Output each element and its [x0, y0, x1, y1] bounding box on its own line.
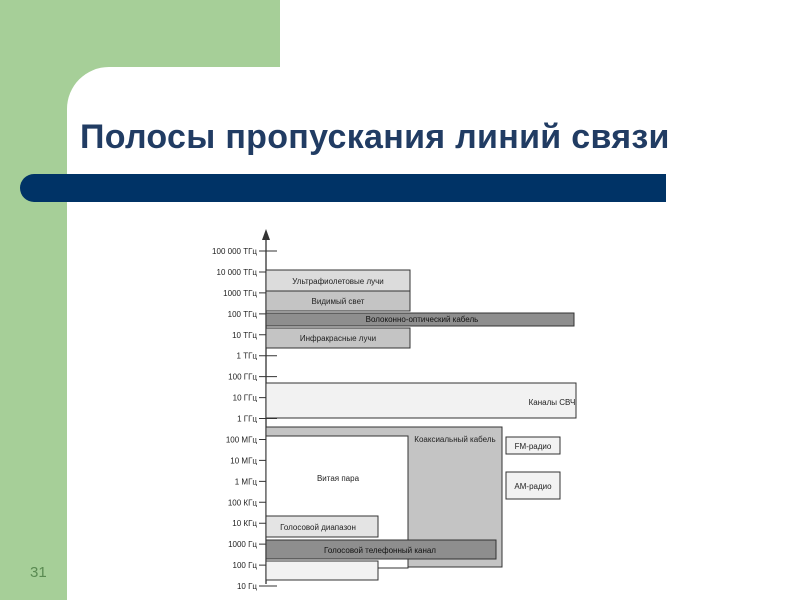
axis-tick-label: 1 ГГц: [237, 414, 257, 424]
axis-tick-label: 100 ТГц: [227, 309, 257, 319]
label-am: АМ-радио: [514, 482, 552, 491]
slide-number: 31: [30, 564, 47, 581]
axis-tick-label: 10 ГГц: [232, 393, 257, 403]
axis-tick-label: 100 Гц: [232, 561, 257, 571]
axis-tick-label: 10 Гц: [236, 582, 257, 591]
axis-tick-label: 100 МГц: [225, 435, 257, 445]
axis-tick-label: 10 МГц: [230, 456, 257, 466]
label-voice-phone: Голосовой телефонный канал: [324, 546, 436, 555]
axis-tick-label: 100 КГц: [227, 498, 257, 508]
label-fm: FM-радио: [514, 442, 552, 451]
axis-tick-label: 1 МГц: [234, 477, 257, 487]
label-microwave: Каналы СВЧ: [528, 398, 576, 407]
label-ir: Инфракрасные лучи: [299, 334, 377, 343]
axis-tick-label: 100 ГГц: [228, 372, 257, 382]
label-uv: Ультрафиолетовые лучи: [292, 277, 384, 286]
label-fiber: Волоконно-оптический кабель: [365, 315, 479, 324]
slide-title: Полосы пропускания линий связи: [80, 118, 670, 156]
axis-tick-label: 10 ТГц: [232, 330, 257, 340]
axis-arrow-icon: [262, 229, 270, 240]
label-voice-range: Голосовой диапазон: [280, 523, 356, 532]
axis-tick-label: 10 000 ТГц: [216, 267, 257, 277]
label-visible: Видимый свет: [311, 297, 365, 306]
axis-tick-label: 1000 Гц: [228, 540, 257, 550]
axis-tick-label: 1000 ТГц: [223, 288, 257, 298]
axis-tick-label: 100 000 ТГц: [212, 247, 257, 256]
label-twisted: Витая пара: [316, 474, 360, 483]
axis-tick-label: 1 ТГц: [236, 351, 257, 361]
axis-tick-label: 10 КГц: [232, 519, 257, 529]
label-coax: Коаксиальный кабель: [414, 435, 496, 444]
band-voice-tail: [266, 561, 378, 580]
